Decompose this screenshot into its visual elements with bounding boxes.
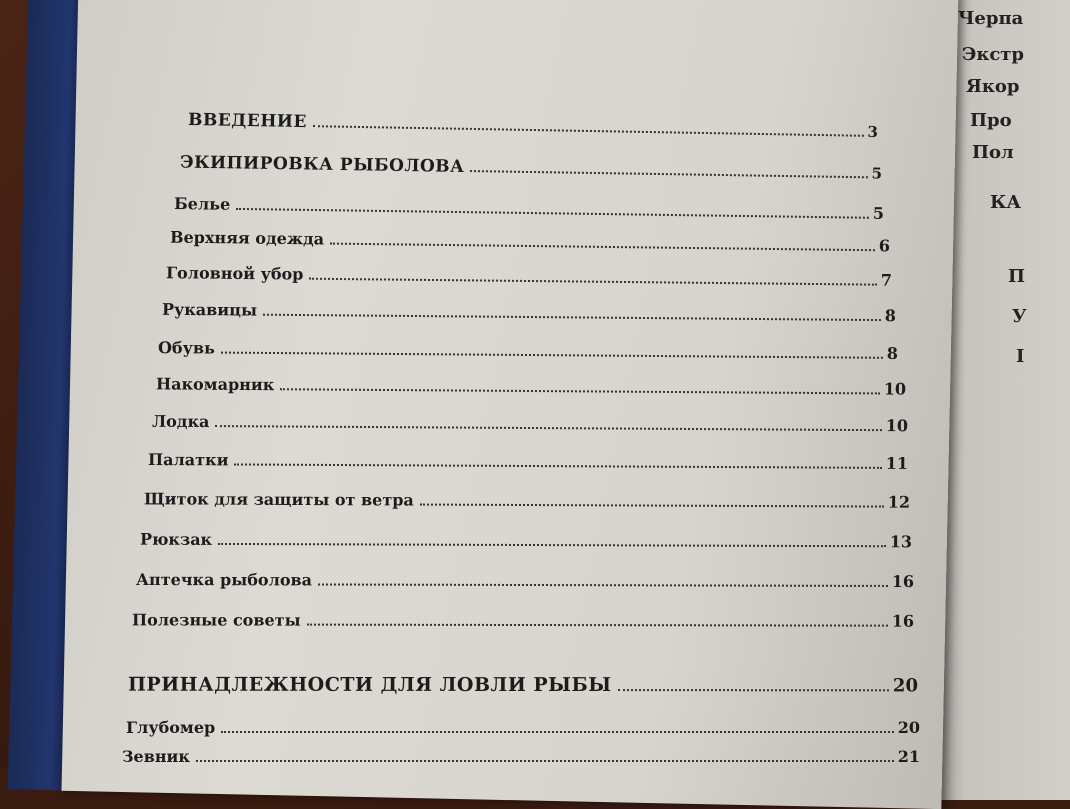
toc-entry-section [128,674,918,697]
toc-leader-dots [196,759,894,762]
toc-entry-label: Глубомер [126,718,216,737]
toc-entry-label: Обувь [157,338,215,358]
toc-entry-label: Лодка [151,411,210,432]
toc-leader-dots [221,730,894,733]
toc-leader-dots [280,387,879,394]
toc-entry-label: Аптечка рыболова [135,569,313,590]
facing-fragment: Черпа [958,8,1024,29]
toc-entry [156,374,906,399]
toc-leader-dots [309,277,876,286]
toc-page-number: 20 [892,675,919,697]
toc-page-number: 10 [885,416,909,436]
toc-page-number: 21 [897,747,920,766]
toc-leader-dots [470,169,867,178]
toc-page-number: 13 [889,532,913,552]
toc-entry [136,570,914,592]
toc-leader-dots [307,623,888,627]
toc-entry [126,718,920,738]
toc-leader-dots [420,503,884,508]
toc-leader-dots [330,242,875,252]
toc-entry [132,610,914,631]
toc-entry-label: Зевник [122,747,190,766]
toc-page-number: 6 [878,236,891,256]
toc-entry-label: ПРИНАДЛЕЖНОСТИ ДЛЯ ЛОВЛИ РЫБЫ [127,673,612,697]
toc-page-number: 16 [891,571,915,592]
toc-page-number: 11 [885,453,909,473]
toc-entry [144,489,910,512]
facing-fragment: Про [970,110,1012,131]
toc-leader-dots [263,313,881,321]
toc-entry-label: ЭКИПИРОВКА РЫБОЛОВА [179,152,465,177]
toc-leader-dots [313,124,864,137]
toc-leader-dots [215,424,881,431]
toc-entry-label: Накомарник [155,374,275,395]
toc-page-number: 16 [891,611,915,631]
toc-entry-section [180,152,882,183]
facing-fragment: П [1008,266,1025,287]
toc-entry-label: Палатки [147,450,229,470]
toc-page-number: 20 [897,718,920,737]
toc-page-number: 10 [883,379,907,399]
toc-page-number: 3 [867,122,879,142]
facing-fragment: КА [990,192,1022,213]
toc-entry-label: Рукавицы [161,299,258,320]
toc-entry [162,300,896,326]
toc-entry-label: Щиток для защиты от ветра [143,489,414,510]
toc-entry [166,263,892,291]
facing-fragment: І [1016,346,1025,367]
toc-entry [140,530,912,553]
facing-fragment: Якор [966,76,1020,97]
toc-entry-introduction [188,110,878,142]
facing-fragment: У [1012,306,1027,327]
toc-entry-label: Головной убор [165,263,304,284]
toc-page-number: 8 [884,306,897,326]
toc-entry [152,412,908,437]
toc-page-number: 7 [880,270,893,290]
toc-leader-dots [318,582,888,586]
toc-leader-dots [221,351,883,359]
toc-entry-label: Полезные советы [131,610,301,630]
toc-entry [122,747,920,767]
toc-entry [174,194,884,224]
toc-leader-dots [234,462,881,468]
toc-page-number: 8 [886,343,899,363]
toc-entry-label: ВВЕДЕНИЕ [187,109,308,133]
facing-fragment: Пол [972,142,1014,163]
toc-entry [170,228,890,257]
toc-page-number: 5 [871,164,883,183]
toc-leader-dots [218,542,886,547]
toc-entry-label: Рюкзак [139,529,213,549]
toc-leader-dots [618,688,889,691]
toc-page-number: 5 [872,203,885,223]
toc-entry [148,450,908,474]
toc-entry [158,338,898,364]
toc-page-number: 12 [887,492,911,512]
facing-fragment: Экстр [962,44,1025,65]
toc-entry-label: Верхняя одежда [169,227,325,249]
toc-leader-dots [236,207,869,219]
toc-entry-label: Белье [173,194,231,214]
